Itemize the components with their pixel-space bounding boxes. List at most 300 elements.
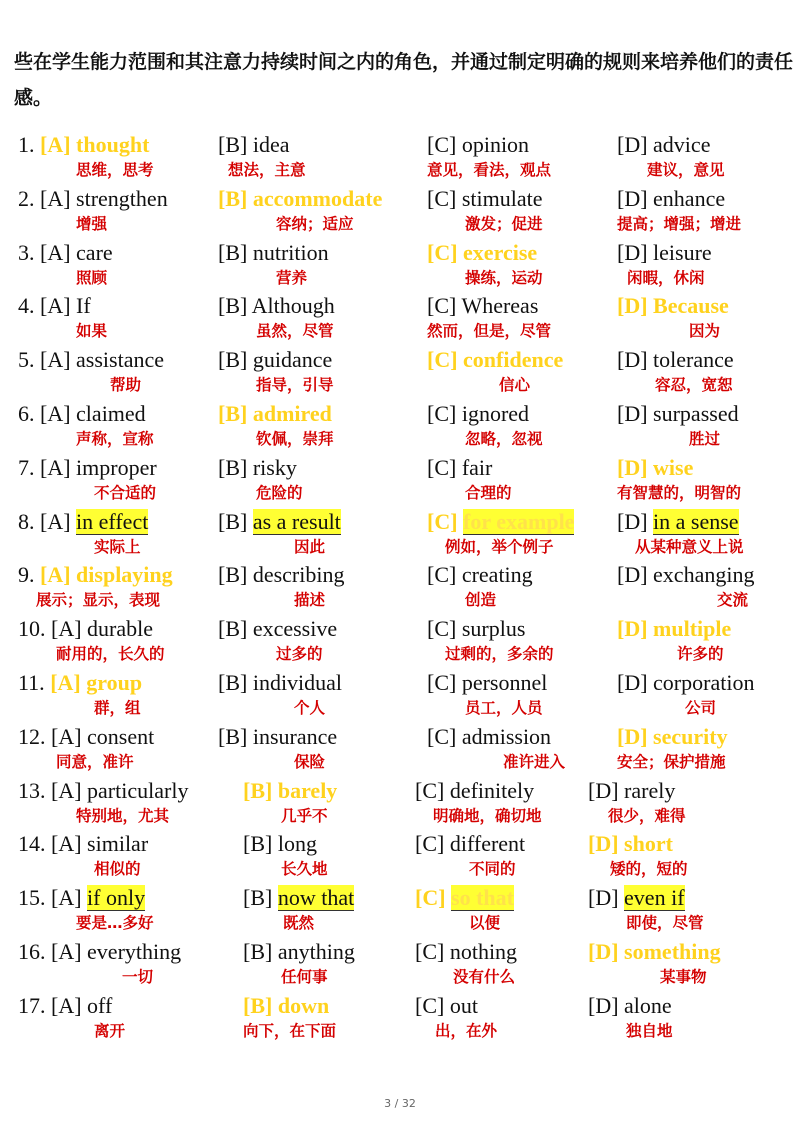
option-b [218, 184, 382, 234]
chinese-translation: 同意，准许 [56, 752, 134, 771]
option-text [617, 668, 754, 698]
option-c [415, 991, 497, 1041]
option-letter: [C] [427, 185, 457, 211]
question-number: 3. [18, 239, 40, 265]
option-letter: [B] [218, 669, 248, 695]
option-c [427, 453, 512, 503]
option-letter: [A] [51, 616, 82, 642]
option-c [427, 560, 533, 610]
option-text [427, 722, 565, 752]
chinese-translation: 没有什么 [453, 967, 516, 986]
option-b [218, 399, 334, 449]
option-letter: [C] [427, 508, 458, 534]
option-word: different [449, 831, 526, 857]
option-word: fair [461, 454, 493, 480]
option-letter: [C] [427, 669, 457, 695]
chinese-translation: 明确地，确切地 [433, 806, 542, 825]
option-text [427, 560, 533, 590]
question-number: 2. [18, 185, 40, 211]
option-word: opinion [461, 132, 530, 157]
option-b [218, 453, 303, 503]
option-d [617, 399, 739, 449]
option-d [617, 668, 754, 718]
option-letter: [A] [40, 132, 71, 157]
option-letter: [B] [218, 616, 248, 642]
question-row [0, 668, 800, 722]
option-d [588, 776, 686, 826]
option-text [588, 991, 673, 1021]
option-word: insurance [252, 723, 338, 749]
chinese-translation: 营养 [276, 268, 308, 287]
option-word: even if [624, 885, 685, 911]
option-word: leisure [653, 239, 712, 265]
chinese-translation: 任何事 [281, 967, 328, 986]
option-text [617, 130, 725, 160]
option-text [415, 776, 542, 806]
option-d [588, 829, 688, 879]
question-number: 5. [18, 347, 40, 373]
option-letter: [B] [243, 831, 273, 857]
option-word: now that [277, 885, 355, 911]
chinese-translation: 因此 [294, 537, 326, 556]
chinese-translation: 闲暇，休闲 [627, 268, 705, 287]
question-number: 9. [18, 562, 40, 588]
option-b [243, 883, 354, 933]
chinese-translation: 信心 [499, 376, 531, 395]
chinese-translation: 群，组 [94, 698, 141, 717]
chinese-translation: 容忍，宽恕 [655, 376, 733, 395]
chinese-translation: 然而，但是，尽管 [427, 322, 552, 341]
question-row [0, 722, 800, 776]
option-letter: [D] [617, 132, 648, 157]
option-c [415, 776, 542, 826]
chinese-translation: 有智慧的，明智的 [617, 483, 742, 502]
correct-answer [617, 614, 731, 644]
option-word: individual [252, 669, 343, 695]
option-c [427, 722, 565, 772]
option-word: admission [461, 723, 552, 749]
option-letter: [C] [427, 616, 457, 642]
question-number: 15. [18, 885, 51, 911]
option-text [588, 776, 686, 806]
chinese-translation: 离开 [94, 1021, 126, 1040]
option-letter: [A] [40, 239, 71, 265]
option-letter: [A] [51, 723, 82, 749]
option-d [617, 614, 731, 664]
option-d [617, 130, 725, 180]
option-letter: [B] [218, 723, 248, 749]
correct-answer [588, 937, 721, 967]
option-letter: [A] [40, 508, 71, 534]
option-text [18, 776, 188, 806]
option-text [427, 130, 551, 160]
correct-answer [617, 722, 728, 752]
option-b [218, 291, 335, 341]
chinese-translation: 向下，在下面 [243, 1021, 337, 1040]
chinese-translation: 合理的 [465, 483, 512, 502]
chinese-translation: 即使，尽管 [626, 914, 704, 933]
question-row [0, 291, 800, 345]
option-letter: [C] [427, 454, 457, 480]
correct-answer [617, 453, 741, 483]
option-c [427, 614, 554, 664]
chinese-translation: 虽然，尽管 [256, 322, 334, 341]
chinese-translation: 员工，人员 [465, 698, 543, 717]
option-d [588, 991, 673, 1041]
option-text [18, 829, 148, 859]
option-text [18, 238, 113, 268]
option-d [617, 345, 734, 395]
option-word: enhance [653, 185, 726, 211]
option-letter: [C] [415, 938, 445, 964]
option-d [617, 560, 754, 610]
chinese-translation: 展示；显示，表现 [36, 591, 161, 610]
option-word: improper [76, 454, 157, 480]
option-letter: [C] [415, 831, 445, 857]
option-b [218, 238, 329, 288]
option-letter: [B] [218, 132, 248, 157]
option-text [427, 184, 543, 214]
chinese-translation: 保险 [294, 752, 326, 771]
option-d [617, 453, 741, 503]
chinese-translation: 因为 [689, 322, 721, 341]
option-a [18, 345, 164, 395]
option-word: excessive [252, 616, 338, 642]
question-number: 6. [18, 400, 40, 426]
option-word: durable [87, 616, 154, 642]
option-letter: [C] [427, 239, 458, 265]
option-text [18, 184, 168, 214]
option-c [427, 291, 551, 341]
option-c [415, 937, 517, 987]
option-d [617, 507, 744, 557]
option-word: describing [252, 562, 345, 588]
option-text [218, 507, 341, 537]
option-c [427, 130, 551, 180]
question-row [0, 560, 800, 614]
option-letter: [D] [617, 723, 648, 749]
option-b [243, 829, 328, 879]
chinese-translation: 容纳；适应 [276, 214, 354, 233]
option-text [18, 399, 154, 429]
option-letter: [C] [415, 992, 445, 1018]
option-text [218, 614, 337, 644]
option-letter: [A] [40, 562, 71, 588]
option-word: definitely [449, 777, 535, 803]
option-word: if only [87, 885, 146, 911]
question-row [0, 937, 800, 991]
option-letter: [B] [218, 454, 248, 480]
option-word: group [86, 669, 143, 695]
chinese-translation: 很少，难得 [608, 806, 686, 825]
chinese-translation: 例如，举个例子 [445, 537, 554, 556]
option-word: out [449, 992, 478, 1018]
option-letter: [B] [218, 400, 248, 426]
option-word: surpassed [653, 400, 739, 426]
option-letter: [A] [51, 992, 82, 1018]
option-a [18, 560, 173, 610]
option-text [427, 668, 547, 698]
chinese-translation: 从某种意义上说 [635, 537, 744, 556]
chinese-translation: 描述 [294, 591, 326, 610]
option-word: so that [451, 885, 514, 911]
option-b [218, 507, 341, 557]
option-letter: [C] [427, 400, 457, 426]
option-b [243, 991, 336, 1041]
chinese-translation: 许多的 [677, 645, 724, 664]
option-text [427, 614, 554, 644]
question-number: 17. [18, 992, 51, 1018]
chinese-translation: 帮助 [110, 376, 142, 395]
option-a [18, 829, 148, 879]
question-number: 16. [18, 938, 51, 964]
chinese-translation: 创造 [465, 591, 497, 610]
chinese-translation: 危险的 [256, 483, 303, 502]
option-b [218, 668, 342, 718]
option-word: Although [251, 293, 335, 319]
option-letter: [D] [617, 347, 648, 373]
option-letter: [B] [243, 777, 273, 803]
chinese-translation: 指导，引导 [256, 376, 334, 395]
correct-answer [427, 238, 543, 268]
option-word: Whereas [461, 293, 539, 319]
option-word: exercise [463, 239, 538, 265]
chinese-translation: 要是…多好 [76, 914, 154, 933]
option-a [18, 453, 157, 503]
option-b [218, 130, 306, 180]
option-letter: [B] [218, 508, 248, 534]
option-letter: [D] [617, 293, 648, 319]
option-letter: [A] [51, 831, 82, 857]
option-c [415, 829, 525, 879]
question-row [0, 130, 800, 184]
option-text [415, 991, 497, 1021]
option-word: If [76, 293, 91, 319]
option-text [18, 614, 165, 644]
chinese-translation: 既然 [283, 914, 315, 933]
chinese-translation: 相似的 [94, 860, 141, 879]
chinese-translation: 提高；增强；增进 [617, 214, 742, 233]
option-letter: [B] [218, 185, 248, 211]
chinese-translation: 几乎不 [281, 806, 328, 825]
chinese-translation: 声称，宣称 [76, 429, 154, 448]
option-text [243, 829, 328, 859]
correct-answer [415, 883, 514, 913]
chinese-translation: 长久地 [281, 860, 328, 879]
option-letter: [B] [243, 885, 273, 911]
option-letter: [D] [588, 777, 619, 803]
option-text [218, 722, 337, 752]
chinese-translation: 耐用的，长久的 [56, 645, 165, 664]
option-b [218, 345, 334, 395]
option-b [243, 776, 337, 826]
option-word: long [277, 831, 317, 857]
option-word: exchanging [653, 562, 755, 588]
option-a [18, 291, 107, 341]
option-letter: [A] [51, 777, 82, 803]
option-text [415, 829, 525, 859]
option-text [617, 184, 741, 214]
option-letter: [B] [243, 992, 273, 1018]
option-word: idea [252, 132, 290, 157]
chinese-translation: 实际上 [94, 537, 141, 556]
option-letter: [D] [588, 885, 619, 911]
option-letter: [D] [617, 400, 648, 426]
chinese-translation: 矮的，短的 [610, 860, 688, 879]
option-text [218, 668, 342, 698]
chinese-translation: 钦佩，崇拜 [256, 429, 334, 448]
question-number: 4. [18, 293, 40, 319]
question-number: 1. [18, 132, 40, 157]
chinese-translation: 照顾 [76, 268, 108, 287]
chinese-translation: 思维，思考 [76, 161, 154, 179]
option-letter: [C] [427, 293, 457, 319]
chinese-translation: 胜过 [689, 429, 721, 448]
option-word: particularly [87, 777, 189, 803]
option-word: short [624, 831, 673, 857]
correct-answer [218, 184, 382, 214]
option-word: claimed [76, 400, 146, 426]
option-letter: [C] [427, 347, 458, 373]
vocabulary-grid [0, 130, 800, 1045]
option-text [218, 560, 344, 590]
option-letter: [A] [50, 669, 81, 695]
option-a [18, 991, 125, 1041]
correct-answer [617, 291, 729, 321]
option-text [218, 238, 329, 268]
option-word: care [76, 239, 113, 265]
question-row [0, 614, 800, 668]
option-b [218, 722, 337, 772]
option-word: rarely [624, 777, 676, 803]
option-letter: [C] [427, 562, 457, 588]
correct-answer [427, 345, 563, 375]
option-word: ignored [461, 400, 530, 426]
option-letter: [A] [40, 347, 71, 373]
option-b [218, 614, 337, 664]
chinese-translation: 交流 [717, 591, 749, 610]
option-word: alone [624, 992, 672, 1018]
option-text [617, 238, 712, 268]
question-number: 14. [18, 831, 51, 857]
option-letter: [A] [51, 938, 82, 964]
question-number: 12. [18, 723, 51, 749]
option-d [588, 937, 721, 987]
option-word: as a result [252, 508, 341, 534]
question-number: 7. [18, 454, 40, 480]
option-a [18, 776, 188, 826]
chinese-translation: 不同的 [469, 860, 516, 879]
option-a [18, 399, 154, 449]
option-letter: [A] [51, 885, 82, 911]
option-word: in a sense [653, 508, 739, 534]
option-d [588, 883, 704, 933]
chinese-translation: 特别地，尤其 [76, 806, 170, 825]
option-text [18, 345, 164, 375]
option-word: Because [653, 293, 729, 319]
option-letter: [D] [588, 992, 619, 1018]
option-text [427, 453, 512, 483]
option-letter: [D] [617, 616, 648, 642]
question-number: 10. [18, 616, 51, 642]
option-c [427, 507, 574, 557]
option-text [243, 883, 354, 913]
option-d [617, 184, 741, 234]
option-text [18, 507, 148, 537]
option-a [18, 937, 181, 987]
option-word: down [277, 992, 330, 1018]
option-d [617, 238, 712, 288]
option-c [427, 668, 547, 718]
chinese-translation: 忽略，忽视 [465, 429, 543, 448]
chinese-translation: 建议，意见 [647, 161, 725, 179]
option-c [427, 399, 543, 449]
option-c [415, 883, 514, 933]
option-a [18, 130, 154, 180]
option-word: admired [252, 400, 332, 426]
option-text [243, 937, 355, 967]
option-letter: [D] [588, 938, 619, 964]
correct-answer [243, 991, 336, 1021]
option-text [218, 130, 306, 160]
option-letter: [B] [218, 239, 248, 265]
option-word: wise [653, 454, 694, 480]
option-text [617, 507, 744, 537]
chinese-translation: 准许进入 [503, 752, 566, 771]
chinese-translation: 如果 [76, 322, 108, 341]
option-letter: [D] [617, 239, 648, 265]
option-word: guidance [252, 347, 333, 373]
option-word: barely [277, 777, 338, 803]
option-word: displaying [76, 562, 173, 588]
option-word: in effect [76, 508, 149, 534]
option-b [243, 937, 355, 987]
option-word: assistance [76, 347, 165, 373]
chinese-translation: 公司 [685, 698, 717, 717]
option-letter: [B] [218, 347, 248, 373]
option-a [18, 668, 142, 718]
question-row [0, 776, 800, 830]
option-letter: [A] [40, 185, 71, 211]
option-b [218, 560, 344, 610]
option-word: security [653, 723, 728, 749]
option-a [18, 883, 154, 933]
question-row [0, 507, 800, 561]
option-c [427, 345, 563, 395]
correct-answer [18, 668, 142, 698]
correct-answer [427, 507, 574, 537]
chinese-translation: 增强 [76, 214, 108, 233]
option-word: consent [87, 723, 155, 749]
correct-answer [18, 130, 154, 160]
option-word: off [87, 992, 113, 1018]
chinese-translation: 意见，看法，观点 [427, 161, 552, 179]
chinese-translation: 过多的 [276, 645, 323, 664]
option-a [18, 507, 148, 557]
chinese-translation: 个人 [294, 698, 326, 717]
chinese-translation: 不合适的 [94, 483, 157, 502]
option-letter: [D] [617, 185, 648, 211]
option-text [18, 453, 157, 483]
option-word: advice [653, 132, 711, 157]
option-letter: [C] [415, 777, 445, 803]
option-text [617, 399, 739, 429]
option-a [18, 184, 168, 234]
option-word: for example [463, 508, 575, 534]
option-c [427, 238, 543, 288]
option-word: nutrition [252, 239, 329, 265]
option-word: anything [277, 938, 355, 964]
